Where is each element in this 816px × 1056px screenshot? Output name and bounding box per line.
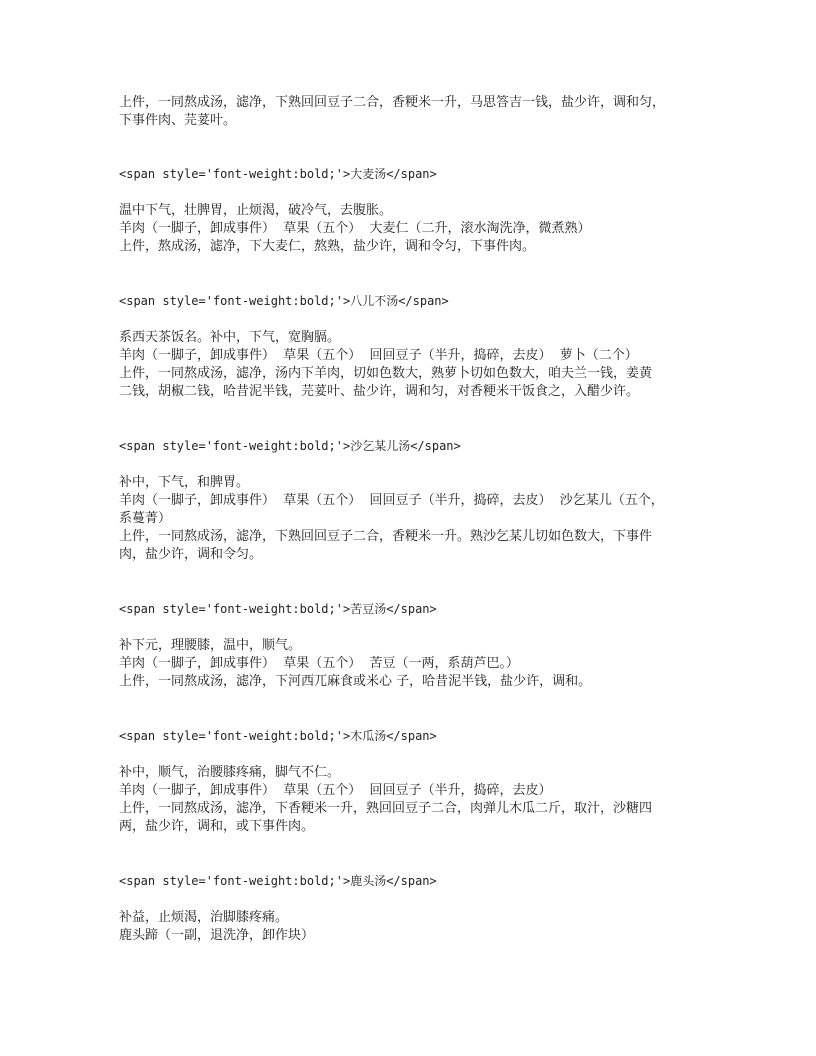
section-line: 温中下气，壮脾胃，止烦渴，破冷气，去腹胀。 [119,203,393,218]
recipe-section-baerbu [119,292,709,401]
section-line: 上件，一同熬成汤，滤净，汤内下羊肉，切如色数大，熟萝卜切如色数大，咱夫兰一钱，姜黄 [119,366,653,381]
intro-line: 下事件肉、芫荽叶。 [119,113,237,128]
section-line: 鹿头蹄（一副，退洗净，卸作块） [119,928,315,943]
section-heading: <span style='font-weight:bold;'>鹿头汤</span> [119,874,437,888]
section-line: 羊肉（一脚子，卸成事件） 草果（五个） 苦豆（一两，系葫芦巴。） [119,656,520,671]
section-line: 补中，下气，和脾胃。 [119,475,250,490]
recipe-section-mugua [119,727,709,836]
section-line: 补下元，理腰膝，温中，顺气。 [119,638,302,653]
section-line: 羊肉（一脚子，卸成事件） 草果（五个） 回回豆子（半升，捣碎，去皮） [119,783,552,798]
document-page [119,94,709,945]
recipe-section-shaqimouer [119,437,709,564]
section-line: 系西天茶饭名。补中，下气，宽胸膈。 [119,330,341,345]
recipe-section-lutou [119,872,709,945]
section-heading: <span style='font-weight:bold;'>沙乞某儿汤</span> [119,439,461,453]
intro-paragraph [119,94,709,130]
section-heading: <span style='font-weight:bold;'>大麦汤</span> [119,167,437,181]
section-line: 肉，盐少许，调和令匀。 [119,547,263,562]
section-line: 上件，一同熬成汤，滤净，下香粳米一升，熟回回豆子二合，肉弹儿木瓜二斤，取汁，沙糖四 [119,801,653,816]
section-line: 羊肉（一脚子，卸成事件） 草果（五个） 回回豆子（半升，捣碎，去皮） 萝卜（二个） [119,348,638,363]
section-line: 上件，一同熬成汤，滤净，下熟回回豆子二合，香粳米一升。熟沙乞某儿切如色数大，下事件 [119,529,653,544]
section-line: 上件，一同熬成汤，滤净，下河西兀麻食或米心 子，哈昔泥半钱，盐少许，调和。 [119,674,592,689]
section-heading: <span style='font-weight:bold;'>苦豆汤</span> [119,602,437,616]
recipe-section-kudou [119,600,709,691]
section-line: 羊肉（一脚子，卸成事件） 草果（五个） 大麦仁（二升，滚水淘洗净，微煮熟） [119,221,591,236]
intro-line: 上件，一同熬成汤，滤净，下熟回回豆子二合，香粳米一升，马思答吉一钱，盐少许，调和匀， [119,95,666,110]
section-line: 补益，止烦渴，治脚膝疼痛。 [119,910,289,925]
section-line: 系蔓菁） [119,511,172,526]
section-line: 上件，熬成汤，滤净，下大麦仁，熬熟，盐少许，调和令匀，下事件肉。 [119,239,536,254]
section-heading: <span style='font-weight:bold;'>八儿不汤</span> [119,294,449,308]
section-line: 羊肉（一脚子，卸成事件） 草果（五个） 回回豆子（半升，捣碎，去皮） 沙乞某儿（五个， [119,493,664,508]
recipe-section-damai [119,165,709,256]
section-line: 两，盐少许，调和，或下事件肉。 [119,819,315,834]
section-heading: <span style='font-weight:bold;'>木瓜汤</span> [119,729,437,743]
section-line: 补中，顺气，治腰膝疼痛，脚气不仁。 [119,765,341,780]
section-line: 二钱，胡椒二钱，哈昔泥半钱，芫荽叶、盐少许，调和匀，对香粳米干饭食之，入醋少许。 [119,384,640,399]
